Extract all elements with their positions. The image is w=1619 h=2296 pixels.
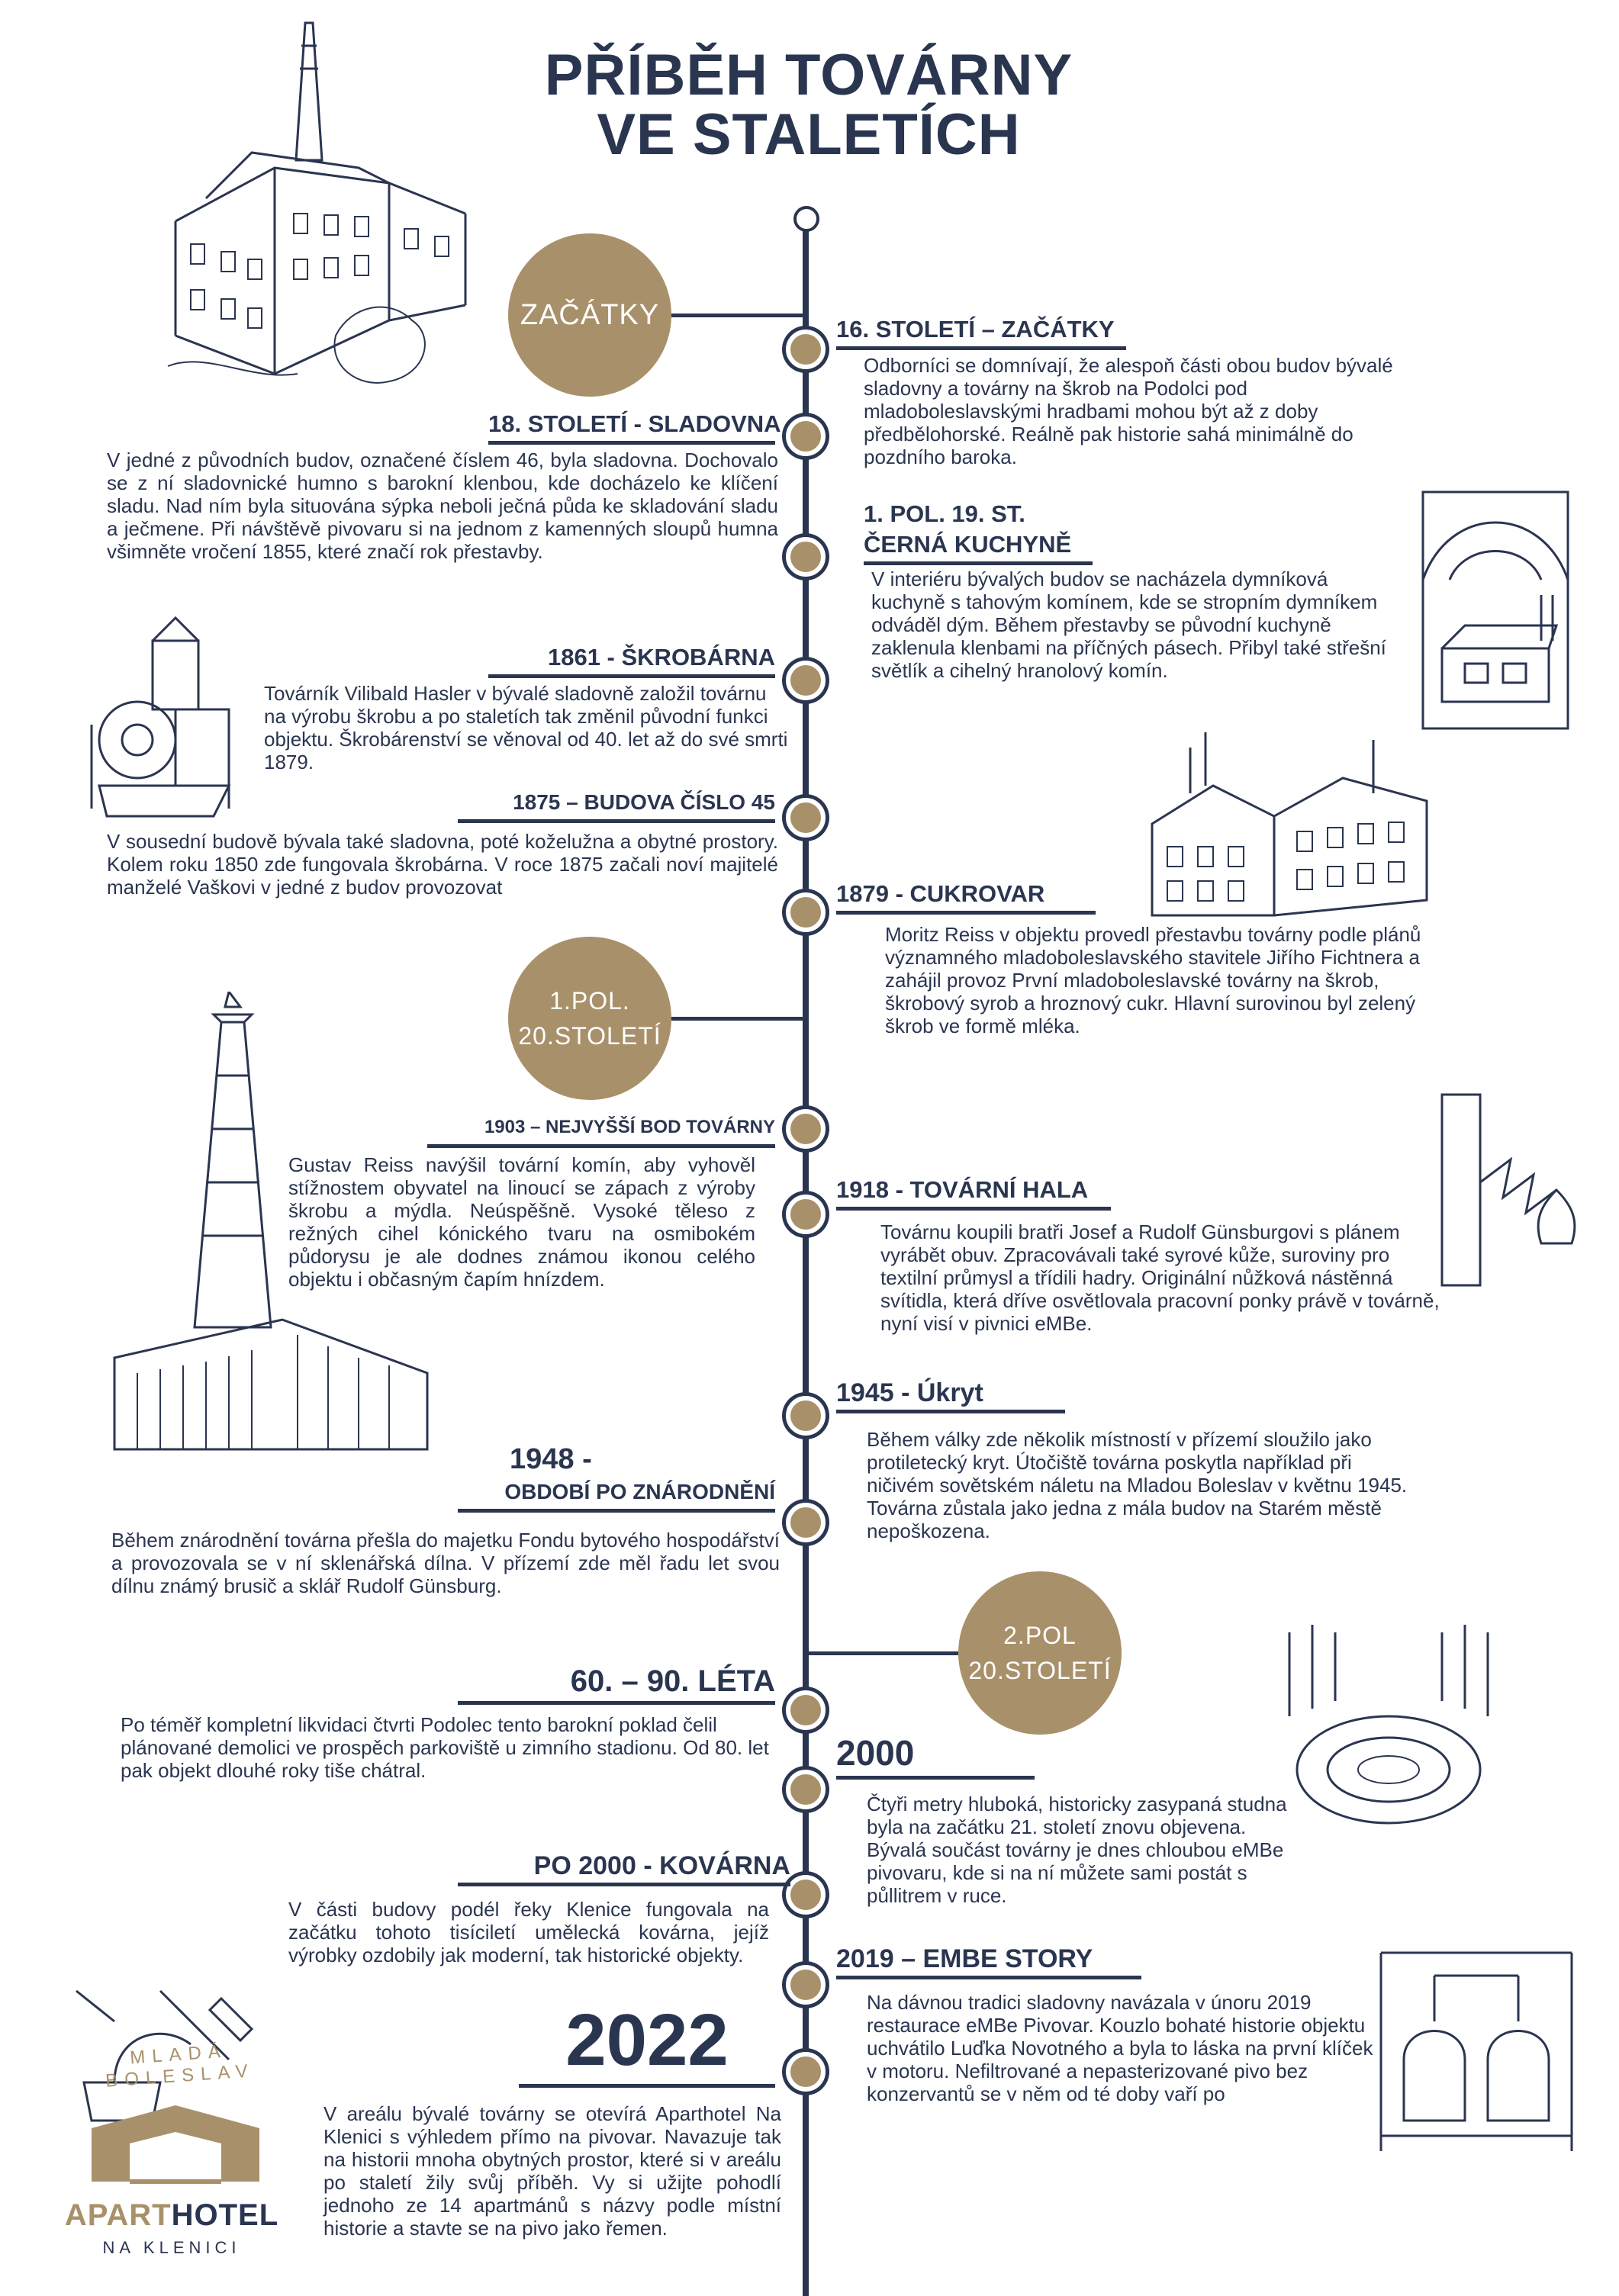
timeline-node-1948 xyxy=(786,1503,826,1542)
timeline-node-1861 xyxy=(786,661,826,700)
black-kitchen-illustration xyxy=(1419,488,1572,732)
event-1879-heading: 1879 - CUKROVAR xyxy=(836,879,1096,915)
wall-lamp-illustration xyxy=(1434,1091,1587,1289)
event-2000-text: Čtyři metry hluboká, historicky zasypaná studna byla na začátku 21. století znovu objevena. Bývalá součást továrny je dnes chloubou eMBe pivovaru, kde si na ní můžete sami postát s půllitrem v ruce. xyxy=(867,1793,1287,1907)
logo-building-icon xyxy=(84,2098,267,2189)
event-1879-text: Moritz Reiss v objektu provedl přestavbu továrny podle plánů významného mladoboleslavského stavitele Jiřího Fichtnera a zahájil provoz První mladoboleslavské továrny na škrob, škrobový syrob a hroznový cukr. Hlavní surovinou byl zelený škrob ve formě mléka. xyxy=(885,923,1421,1037)
timeline-node-2000 xyxy=(786,1770,826,1809)
event-19th-century-heading-line2: ČERNÁ KUCHYNĚ xyxy=(864,529,1093,565)
era-beginnings: ZAČÁTKY xyxy=(508,233,671,397)
event-1948-heading-line1: 1948 - xyxy=(510,1443,592,1475)
timeline-node-after-2000 xyxy=(786,1875,826,1915)
event-2019-heading: 2019 – EMBE STORY xyxy=(836,1944,1141,1979)
aparthotel-logo xyxy=(53,2021,290,2273)
timeline-node-2022 xyxy=(786,2052,826,2092)
event-19th-century-heading xyxy=(864,499,1093,565)
brewery-kettles-illustration xyxy=(1373,1937,1579,2166)
event-60-90s-heading: 60. – 90. LÉTA xyxy=(458,1663,775,1705)
event-1945-heading: 1945 - Úkryt xyxy=(836,1378,1065,1413)
event-2019-text: Na dávnou tradici sladovny navázala v únoru 2019 restaurace eMBe Pivovar. Kouzlo bohaté historie objektu uchvátilo Luďka Novotného a byla to láska na první klíček v motoru. Nefiltrované a nepasterizované pivo bez konzervantů se v něm od té doby vaří po xyxy=(867,1991,1373,2105)
logo-name-part1: APART xyxy=(64,2198,172,2232)
event-1948-text: Během znárodnění továrna přešla do majetku Fondu bytového hospodářství a provozovala se v ní sklenářská dílna. V přízemí zde měl řadu let svou dílnu známý brusič a sklář Rudolf Günsburg. xyxy=(111,1529,780,1597)
logo-name xyxy=(53,2198,290,2233)
event-2022-heading: 2022 xyxy=(519,1999,775,2088)
event-1948-heading-line2: OBDOBÍ PO ZNÁRODNĚNÍ xyxy=(458,1477,775,1513)
era-second-half-connector xyxy=(809,1651,958,1655)
event-1903-heading: 1903 – NEJVYŠŠÍ BOD TOVÁRNY xyxy=(427,1112,775,1148)
page-title-line1: PŘÍBĚH TOVÁRNY xyxy=(544,43,1073,108)
timeline-node-18th-century xyxy=(786,416,826,456)
event-18th-century-heading: 18. STOLETÍ - SLADOVNA xyxy=(488,409,775,445)
event-after-2000-text: V části budovy podél řeky Klenice fungovala na začátku tohoto tisíciletí umělecká kovárna, jejíž výrobky ozdobily jak moderní, tak historické objekty. xyxy=(288,1898,769,1966)
timeline-node-16th-century xyxy=(786,330,826,369)
era-second-half-20th-century: 2.POL 20.STOLETÍ xyxy=(958,1571,1122,1735)
event-19th-century-text: V interiéru bývalých budov se nacházela dymníková kuchyně s tahovým komínem, kde se stropním dymníkem odváděl dým. Během přestavby se původní kuchyně zaklenula klenbami na příčných pásech. Přibyl také střešní světlík a cihelný hranolový komín. xyxy=(871,568,1386,682)
event-1861-heading: 1861 - ŠKROBÁRNA xyxy=(488,642,775,678)
event-19th-century-heading-line1: 1. POL. 19. ST. xyxy=(864,500,1025,527)
timeline-node-1879 xyxy=(786,892,826,932)
logo-arc-text: MLADÁ BOLESLAV xyxy=(105,2040,256,2092)
event-1875-heading: 1875 – BUDOVA ČÍSLO 45 xyxy=(458,787,775,823)
event-2000-heading: 2000 xyxy=(836,1732,1035,1780)
starch-machine-illustration xyxy=(76,610,244,824)
era-beginnings-connector xyxy=(671,314,806,317)
event-1918-heading: 1918 - TOVÁRNÍ HALA xyxy=(836,1175,1111,1211)
sugar-factory-buildings-illustration xyxy=(1144,732,1434,931)
event-16th-century-heading: 16. STOLETÍ – ZAČÁTKY xyxy=(836,314,1126,350)
event-1861-text: Továrník Vilibald Hasler v bývalé sladovně založil továrnu na výrobu škrobu a po staletích tak změnil původní funkci objektu. Škrobárenství se věnoval od 40. let až do své smrti 1879. xyxy=(264,682,788,773)
event-1945-text: Během války zde několik místností v přízemí sloužilo jako protiletecký kryt. Útočiště továrna poskytla například při ničivém sovětském náletu na Mladou Boleslav v květnu 1945. Továrna zůstala jako jedna z mála budov na Starém městě nepoškozena. xyxy=(867,1428,1408,1542)
timeline-node-2019 xyxy=(786,1965,826,2005)
era-first-half-connector xyxy=(671,1017,806,1021)
event-2022-text: V areálu bývalé továrny se otevírá Aparthotel Na Klenici s výhledem přímo na pivovar. Navazuje tak na historii mnoha obytných prostor, které si v areálu po staletí žily svůj příběh. Vy si užijte pohodlí jednoho ze 14 apartmánů s názvy podle místní historie a stavte se na pivo jako řemen. xyxy=(323,2102,781,2240)
timeline-node-60-90s xyxy=(786,1690,826,1730)
timeline-start-node xyxy=(793,206,819,232)
logo-subtitle: NA KLENICI xyxy=(102,2238,241,2257)
event-after-2000-heading: PO 2000 - KOVÁRNA xyxy=(458,1851,790,1886)
logo-name-part2: HOTEL xyxy=(171,2198,279,2232)
page-title xyxy=(458,43,1160,167)
well-illustration xyxy=(1282,1625,1495,1854)
page-title-line2: VE STALETÍCH xyxy=(597,102,1021,167)
timeline-node-1875 xyxy=(786,798,826,838)
event-18th-century-text: V jedné z původních budov, označené číslem 46, byla sladovna. Dochovalo se z ní sladovnické humno s barokní klenbou, kde docházelo ke klíčení sladu. Nad ním byla situována sýpka neboli ječná půda ke skladování sladu a ječmene. Při návštěvě pivovaru si na jednom z kamenných sloupů humna všimněte vročení 1855, které značí rok přestavby. xyxy=(107,449,778,563)
event-1875-text: V sousední budově bývala také sladovna, poté koželužna a obytné prostory. Kolem roku 1850 zde fungovala škrobárna. V roce 1875 začali noví majitelé manželé Vaškovi v jedné z budov provozovat xyxy=(107,830,778,899)
event-60-90s-text: Po téměř kompletní likvidaci čtvrti Podolec tento barokní poklad čelil plánované demolici ve prospěch parkoviště u zimního stadionu. Od 80. let pak objekt dlouhé roky tiše chátral. xyxy=(121,1713,769,1782)
era-first-half-20th-century: 1.POL. 20.STOLETÍ xyxy=(508,937,671,1100)
timeline-node-1945 xyxy=(786,1396,826,1436)
event-1948-heading xyxy=(458,1442,775,1513)
event-1903-text: Gustav Reiss navýšil tovární komín, aby vyhověl stížnostem obyvatel na linoucí se zápach z výroby škrobu a mýdla. Neúspěšně. Vysoké těleso z režných cihel kónického tvaru na osmibokém půdorysu je ale dodnes známou ikonou celého objektu i občasným čapím hnízdem. xyxy=(288,1153,755,1291)
timeline-node-19th-century xyxy=(786,537,826,577)
timeline-node-1903 xyxy=(786,1109,826,1149)
event-1918-text: Továrnu koupili bratři Josef a Rudolf Günsburgovi s plánem vyrábět obuv. Zpracovávali také syrové kůže, suroviny pro textilní průmysl a třídili hadry. Originální nůžková nástěnná svítidla, která dříve osvětlovala pracovní ponky právě v továrně, nyní visí v pivnici eMBe. xyxy=(880,1220,1440,1335)
factory-building-illustration xyxy=(160,15,481,397)
timeline-node-1918 xyxy=(786,1195,826,1234)
event-16th-century-text: Odborníci se domnívají, že alespoň části obou budov bývalé sladovny a továrny na škrob na Podolci pod mladoboleslavskými hradbami mohou být až z doby předbělohorské. Reálně pak historie sahá minimálně do pozdního baroka. xyxy=(864,354,1393,468)
